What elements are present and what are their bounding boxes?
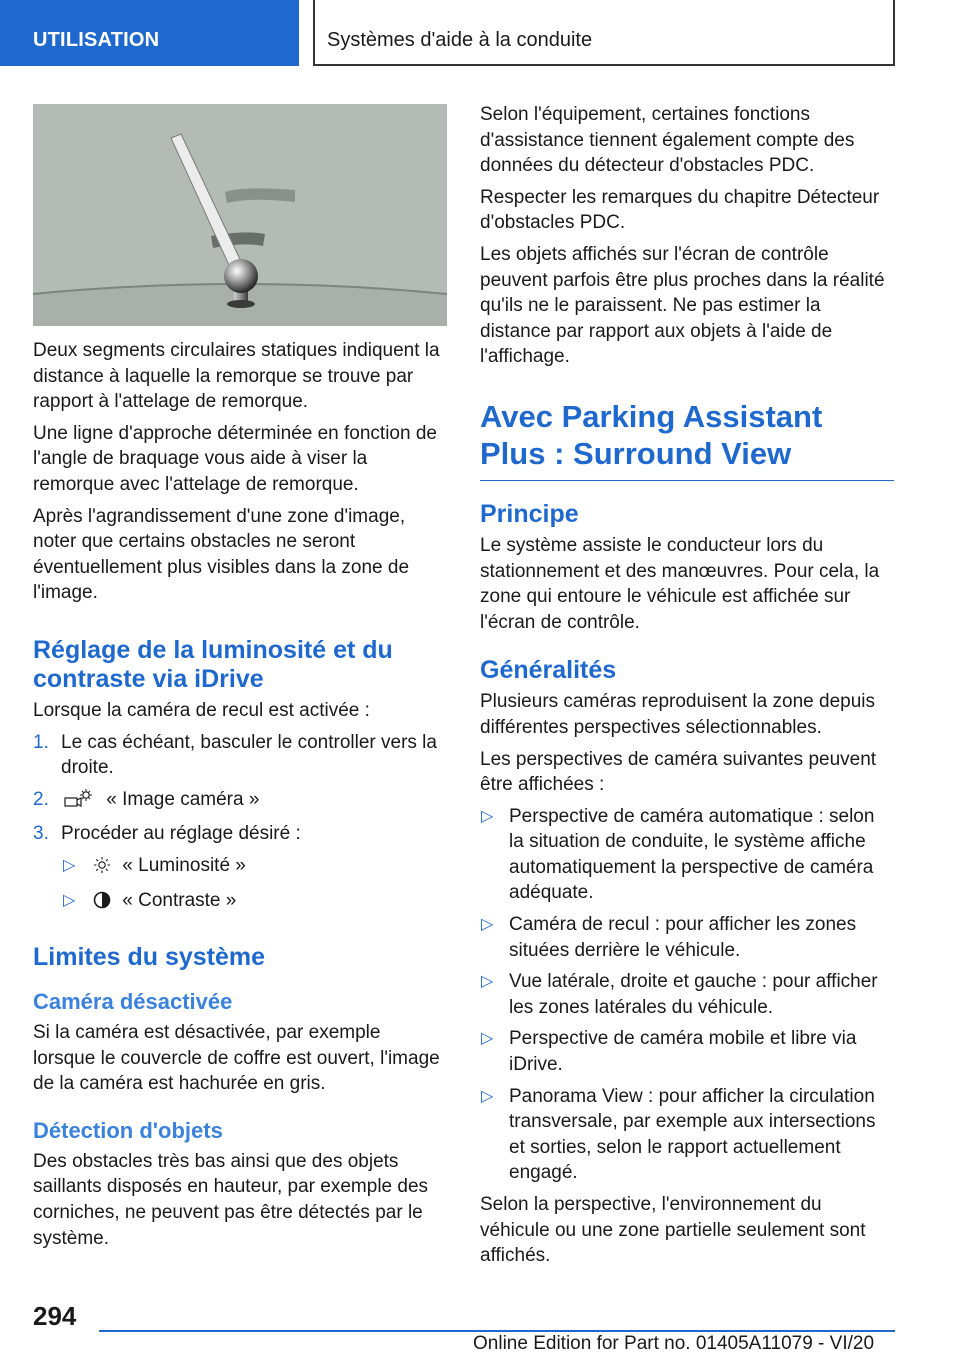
left-column [33,104,447,1257]
general-paragraph-1: Plusieurs caméras reproduisent la zone depuis différentes perspectives sélectionnables. [480,691,875,738]
list-item [480,1026,894,1077]
header-chapter-title: Systèmes d'aide à la conduite [313,0,895,66]
trailer-camera-figure [33,104,447,326]
brightness-heading: Réglage de la luminosité et du contraste via iDrive [33,635,393,693]
general-paragraph-2: Les perspectives de caméra suivantes peuvent être affichées : [480,748,877,796]
detection-text: Des obstacles très bas ainsi que des objets saillants disposés en hauteur, par exemple des corniches, ne peuvent pas être détectés par le système. [33,1150,429,1249]
footer-edition-text: Online Edition for Part no. 01405A11079 - VI/20 [473,1333,875,1354]
bullet-triangle-icon: ▷ [481,807,494,825]
general-closing: Selon la perspective, l'environnement du véhicule ou une zone partielle seulement sont affichés. [480,1194,866,1267]
list-item-text: Perspective de caméra automatique : selon la situation de conduite, le système affiche automatiquement la perspective de caméra adéquate. [509,805,875,904]
step-3 [33,821,447,847]
sun-icon [93,856,111,882]
pdc-paragraph-3: Les objets affichés sur l'écran de contrôle peuvent parfois être plus proches dans la réalité qu'ils ne le paraissent. Ne pas estimer la distance par rapport aux objets à l'aide de l'affichage. [480,243,885,368]
list-item-text: Caméra de recul : pour afficher les zones situées derrière le véhicule. [509,914,857,961]
option-contrast [33,888,447,917]
brightness-lead: Lorsque la caméra de recul est activée : [33,699,370,721]
option-text: « Contraste » [122,889,237,911]
list-item-text: Vue latérale, droite et gauche : pour afficher les zones latérales du véhicule. [509,971,878,1018]
step-number: 2. [33,788,49,810]
intro-paragraph-3: Après l'agrandissement d'une zone d'image, noter que certains obstacles ne seront éventuellement plus visibles dans la zone de l'image. [33,505,410,604]
list-item [480,1084,894,1186]
principle-text: Le système assiste le conducteur lors du stationnement et des manœuvres. Pour cela, la zone qui entoure le véhicule est affichée sur l'écran de contrôle. [480,534,880,633]
bullet-triangle-icon: ▷ [63,856,76,874]
bullet-triangle-icon: ▷ [481,916,494,934]
camera-off-heading: Caméra désactivée [33,989,233,1015]
pdc-paragraph-2: Respecter les remarques du chapitre Détecteur d'obstacles PDC. [480,186,880,234]
list-item-text: Perspective de caméra mobile et libre via iDrive. [509,1028,857,1076]
header-section-tab: UTILISATION [0,0,299,66]
pdc-paragraph-1: Selon l'équipement, certaines fonctions d'assistance tiennent également compte des données du détecteur d'obstacles PDC. [480,104,855,177]
list-item [480,804,894,906]
bullet-triangle-icon: ▷ [63,891,76,909]
page-number: 294 [33,1301,77,1331]
contrast-icon [93,891,111,917]
detection-heading: Détection d'objets [33,1117,223,1143]
step-number: 1. [33,731,49,753]
step-text: Procéder au réglage désiré : [61,823,301,845]
principle-heading: Principe [480,499,579,528]
limits-heading: Limites du système [33,943,266,972]
general-heading: Généralités [480,656,617,685]
list-item [480,912,894,963]
option-brightness [33,853,447,882]
camera-off-text: Si la caméra est désactivée, par exemple lorsque le couvercle de coffre est ouvert, l'image de la caméra est hachurée en gris. [33,1022,440,1095]
step-text: « Image caméra » [106,788,260,810]
footer-divider [99,1330,895,1332]
intro-paragraph-2: Une ligne d'approche déterminée en fonction de l'angle de braquage vous aide à viser la remorque avec l'attelage de remorque. [33,422,437,495]
surround-view-title: Avec Parking Assistant Plus : Surround View [480,398,894,481]
camera-settings-icon [63,788,93,816]
bullet-triangle-icon: ▷ [481,1087,494,1105]
step-1 [33,730,447,781]
list-item [480,969,894,1020]
list-item-text: Panorama View : pour afficher la circulation transversale, par exemple aux intersections et sorties, selon le rapport actuellement engagé. [509,1085,876,1184]
bullet-triangle-icon: ▷ [481,1030,494,1048]
step-text: Le cas échéant, basculer le controller vers la droite. [61,731,437,779]
option-text: « Luminosité » [122,854,246,876]
step-2 [33,787,447,816]
intro-paragraph-1: Deux segments circulaires statiques indiquent la distance à laquelle la remorque se trouve par rapport à l'attelage de remorque. [33,340,440,413]
bullet-triangle-icon: ▷ [481,973,494,991]
right-column [480,102,894,1275]
step-number: 3. [33,823,49,845]
